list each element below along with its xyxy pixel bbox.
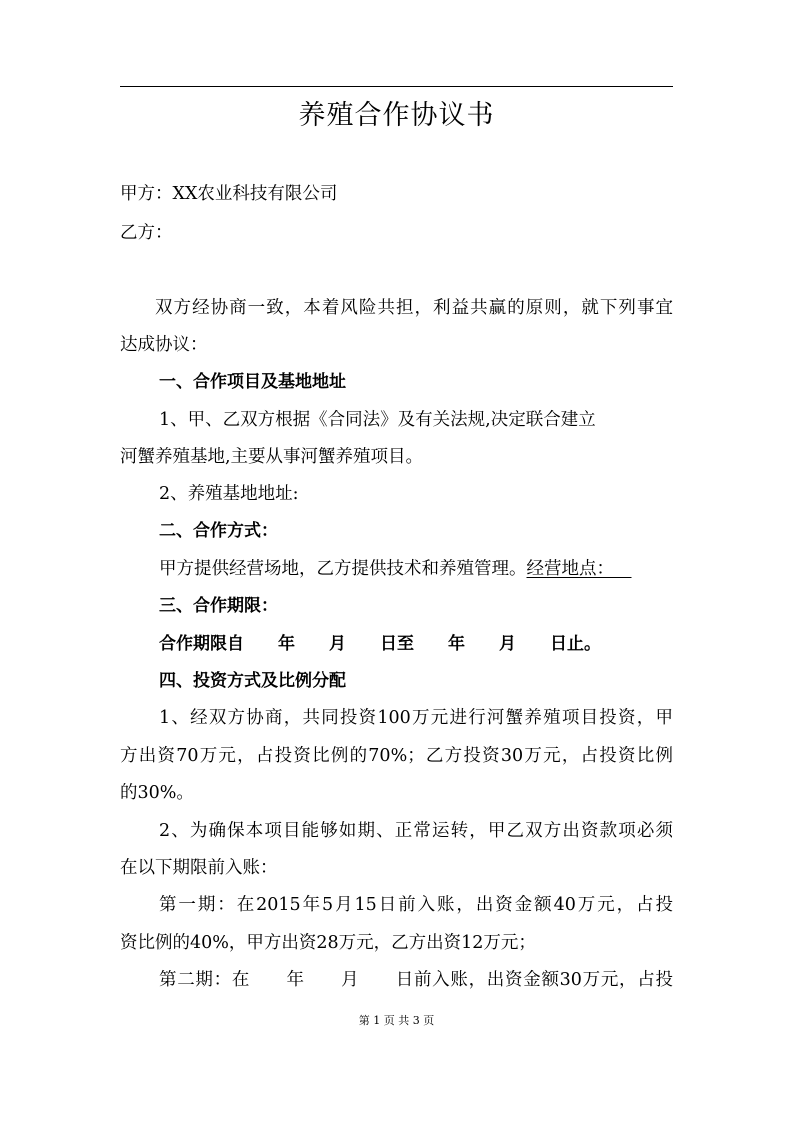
section-3-term: 合作期限自 年 月 日至 年 月 日止。 <box>159 634 601 654</box>
header-rule <box>120 86 673 87</box>
section-2-location-blank <box>614 559 632 579</box>
section-2-text-line <box>159 557 632 581</box>
section-4-item-1-line-1: 1、经双方协商，共同投资100万元进行河蟹养殖项目投资，甲 <box>159 708 673 728</box>
section-1-item-2: 2、养殖基地地址: <box>159 484 299 504</box>
document-title: 养殖合作协议书 <box>298 100 495 131</box>
section-4-item-2-line-1: 2、为确保本项目能够如期、正常运转，甲乙双方出资款项必须 <box>159 821 673 841</box>
section-2-location-label: 经营地点： <box>526 559 614 579</box>
party-a: 甲方：XX农业科技有限公司 <box>120 184 338 204</box>
section-1-item-1-line-1: 1、甲、乙双方根据《合同法》及有关法规,决定联合建立 <box>159 410 596 430</box>
phase-1-line-1: 第一期：在2015年5月15日前入账，出资金额40万元，占投 <box>159 895 673 915</box>
party-b: 乙方： <box>120 223 173 243</box>
section-4-item-1-line-3: 的30%。 <box>120 783 194 803</box>
section-3-heading: 三、合作期限： <box>159 596 278 616</box>
phase-2-line-1: 第二期：在 年 月 日前入账，出资金额30万元，占投 <box>159 970 673 990</box>
section-2-text: 甲方提供经营场地，乙方提供技术和养殖管理。 <box>159 559 527 579</box>
intro-line-1: 双方经协商一致，本着风险共担，利益共赢的原则，就下列事宜 <box>155 298 673 318</box>
section-4-heading: 四、投资方式及比例分配 <box>159 671 346 691</box>
section-2-heading: 二、合作方式： <box>159 521 278 541</box>
section-4-item-2-line-2: 在以下期限前入账： <box>120 858 278 878</box>
phase-1-line-2: 资比例的40%，甲方出资28万元，乙方出资12万元； <box>120 933 536 953</box>
section-1-item-1-line-2: 河蟹养殖基地,主要从事河蟹养殖项目。 <box>120 447 424 467</box>
section-4-item-1-line-2: 方出资70万元，占投资比例的70%；乙方投资30万元，占投资比例 <box>120 746 673 766</box>
page-footer: 第 1 页 共 3 页 <box>358 1014 435 1027</box>
section-1-heading: 一、合作项目及基地地址 <box>159 372 346 392</box>
intro-line-2: 达成协议： <box>120 335 208 355</box>
